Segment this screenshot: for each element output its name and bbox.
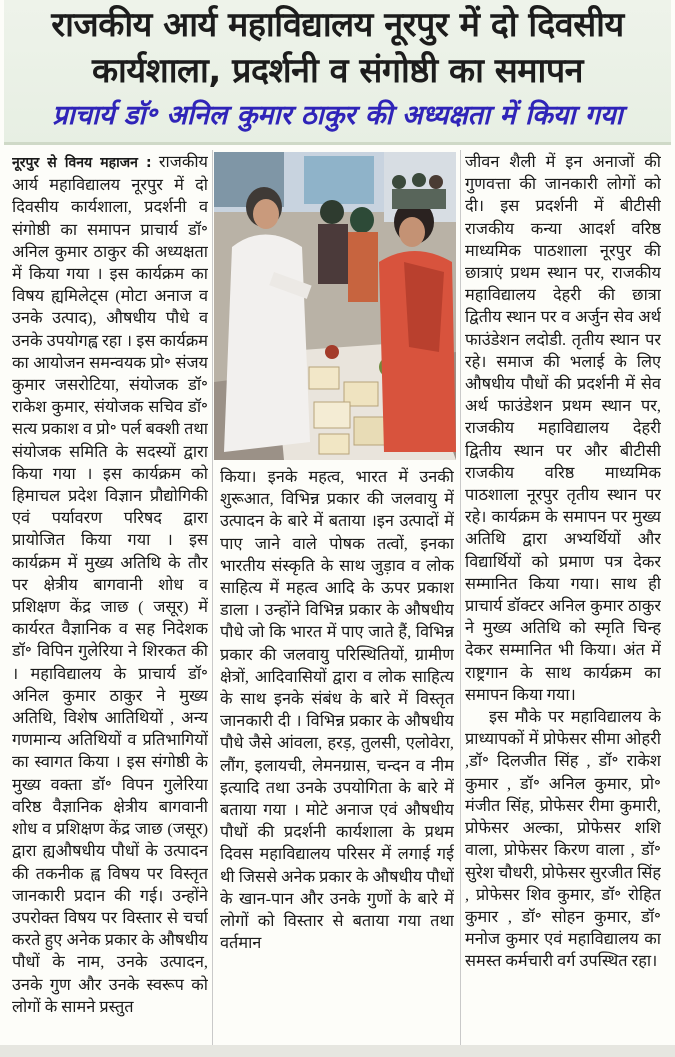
column-divider xyxy=(460,150,461,1053)
byline: नूरपुर से विनय महाजन : xyxy=(12,155,152,171)
column-3-paragraph-2-text: इस मौके पर महाविद्यालय के प्राध्यापकों में प्रोफेसर सीमा ओहरी ,डॉ॰ दिलजीत सिंह , डॉ॰ राकेश कुमार , डॉ॰ अनिल कुमार, प्रो॰ मंजीत सिंह, प्रोफेसर रीमा कुमारी, प्रोफेसर अल्का, प्रोफेसर शशि वाला, प्रोफेसर किरण वाला , डॉ॰ सुरेश चौधरी, प्रोफेसर सुरजीत सिंह , प्रोफेसर शिव कुमार, डॉ॰ रोहित कुमार , डॉ॰ सोहन कुमार, डॉ॰ मनोज कुमार एवं महाविद्यालय का समस्त कर्मचारी वर्ग उपस्थित रहा। xyxy=(465,707,661,971)
column-2-text: किया। इनके महत्व, भारत में उनकी शुरूआत, विभिन्न प्रकार की जलवायु में उत्पादन के बारे में बताया ।इन उत्पादों में पाए जाने वाले पोषक तत्वों, इनका भारतीय संस्कृति के साथ जुड़ाव व लोक साहित्य में महत्व आदि के ऊपर प्रकाश डाला । उन्होंने विभिन्न प्रकार के औषधीय पौधे जो कि भारत में पाए जाते हैं, विभिन्न प्रकार की जलवायु परिस्थितियों, ग्रामीण क्षेत्रों, आदिवासियों द्वारा व लोक साहित्य के साथ इनके संबंध के बारे में विस्तृत जानकारी दी । विभिन्न प्रकार के औषधीय पौधे जैसे आंवला, हरड़, तुलसी, एलोवेरा, लौंग, इलायची, लेमनग्रास, चन्दन व नीम इत्यादि तथा उनके उपयोगिता के बारे में बताया गया । मोटे अनाज एवं औषधीय पौधों की प्रदर्शनी कार्यशाला के प्रथम दिवस महाविद्यालय परिसर में लगाई गई थी जिससे अनेक प्रकार के औषधीय पौधों के खान-पान और उनके गुणों के बारे में लोगों को विस्तार से बताया गया तथा वर्तमान xyxy=(220,467,454,953)
exhibition-photo-illustration xyxy=(214,152,456,460)
article-column-2 xyxy=(220,466,454,1053)
column-1-text: राजकीय आर्य महाविद्यालय नूरपुर में दो दिवसीय कार्यशाला, प्रदर्शनी व संगोष्ठी का समापन प्राचार्य डॉ॰ अनिल कुमार ठाकुर की अध्यक्षता में किया गया । इस कार्यक्रम का विषय ह्यमिलेट्स (मोटा अनाज व उनके उत्पाद), औषधीय पौधे व उनके उपयोगह्व रहा । इस कार्यक्रम का आयोजन समन्वयक प्रो॰ संजय कुमार जसरोटिया, संयोजक डॉ॰ राकेश कुमार, संयोजक सचिव डॉ॰ सत्य प्रकाश व प्रो॰ पर्ल बक्शी तथा संयोजक समिति के सदस्यों द्वारा किया गया । इस कार्यक्रम को हिमाचल प्रदेश विज्ञान प्रौद्योगिकी एवं पर्यावरण परिषद द्वारा प्रायोजित किया गया । इस कार्यक्रम में मुख्य अतिथि के तौर पर क्षेत्रीय बागवानी शोध व प्रशिक्षण केंद्र जाछ ( जसूर) में कार्यरत वैज्ञानिक व सह निदेशक डॉ॰ विपिन गुलेरिया ने शिरकत की । महाविद्यालय के प्राचार्य डॉ॰ अनिल कुमार ठाकुर ने मुख्य अतिथि, विशेष आतिथियों , अन्य गणमान्य अतिथियों व प्रतिभागियों का स्वागत किया । इस संगोष्ठी के मुख्य वक्ता डॉ॰ विपन गुलेरिया वरिष्ठ वैज्ञानिक क्षेत्रीय बागवानी शोध व प्रशिक्षण केंद्र जाछ (जसूर) द्वारा ह्यऔषधीय पौधों के उत्पादन की तकनीक ह्व विषय पर विस्तृत जानकारी प्रदान की गई। उन्होंने उपरोक्त विषय पर विस्तार से चर्चा करते हुए अनेक प्रकार के औषधीय पौधों के नाम, उनके उत्पादन, उनके गुण और उनके स्वरूप को लोगों के सामने प्रस्तुत xyxy=(12,152,208,1016)
column-3-paragraph-2 xyxy=(465,706,661,972)
headline-line-2: कार्यशाला, प्रदर्शनी व संगोष्ठी का समापन xyxy=(91,51,584,91)
column-divider xyxy=(212,150,213,1053)
subheadline: प्राचार्य डॉ॰ अनिल कुमार ठाकुर की अध्यक्षता में किया गया xyxy=(52,100,623,131)
headline-line-1: राजकीय आर्य महाविद्यालय नूरपुर में दो दिवसीय xyxy=(51,5,624,45)
next-article-edge xyxy=(0,1045,675,1057)
column-3-paragraph-1: जीवन शैली में इन अनाजों की गुणवत्ता की जानकारी लोगों को दी। इस प्रदर्शनी में बीटीसी राजकीय कन्या आदर्श वरिष्ठ माध्यमिक पाठशाला नूरपुर की छात्राएं प्रथम स्थान पर, राजकीय महाविद्यालय देहरी की छात्रा द्वितीय स्थान पर व अर्जुन सेव अर्थ फाउंडेशन लदोडी. तृतीय स्थान पर रहे। समाज की भलाई के लिए औषधीय पौधों की प्रदर्शनी में सेव अर्थ फाउंडेशन प्रथम स्थान पर, राजकीय महाविद्यालय देहरी द्वितीय स्थान पर और बीटीसी राजकीय वरिष्ठ माध्यमिक पाठशाला नूरपुर तृतीय स्थान पर रहे। कार्यक्रम के समापन पर मुख्य अतिथि द्वारा अभ्यर्थियों और विद्यार्थियों को प्रमाण पत्र देकर सम्मानित किया गया। साथ ही प्राचार्य डॉक्टर अनिल कुमार ठाकुर ने मुख्य अतिथि को स्मृति चिन्ह देकर सम्मानित भी किया। अंत में राष्ट्रगान के साथ कार्यक्रम का समापन किया गया। xyxy=(465,152,661,704)
article-column-3 xyxy=(465,151,661,1053)
news-photo xyxy=(214,152,456,460)
article-column-1 xyxy=(12,151,208,1053)
headline-banner xyxy=(4,0,671,145)
